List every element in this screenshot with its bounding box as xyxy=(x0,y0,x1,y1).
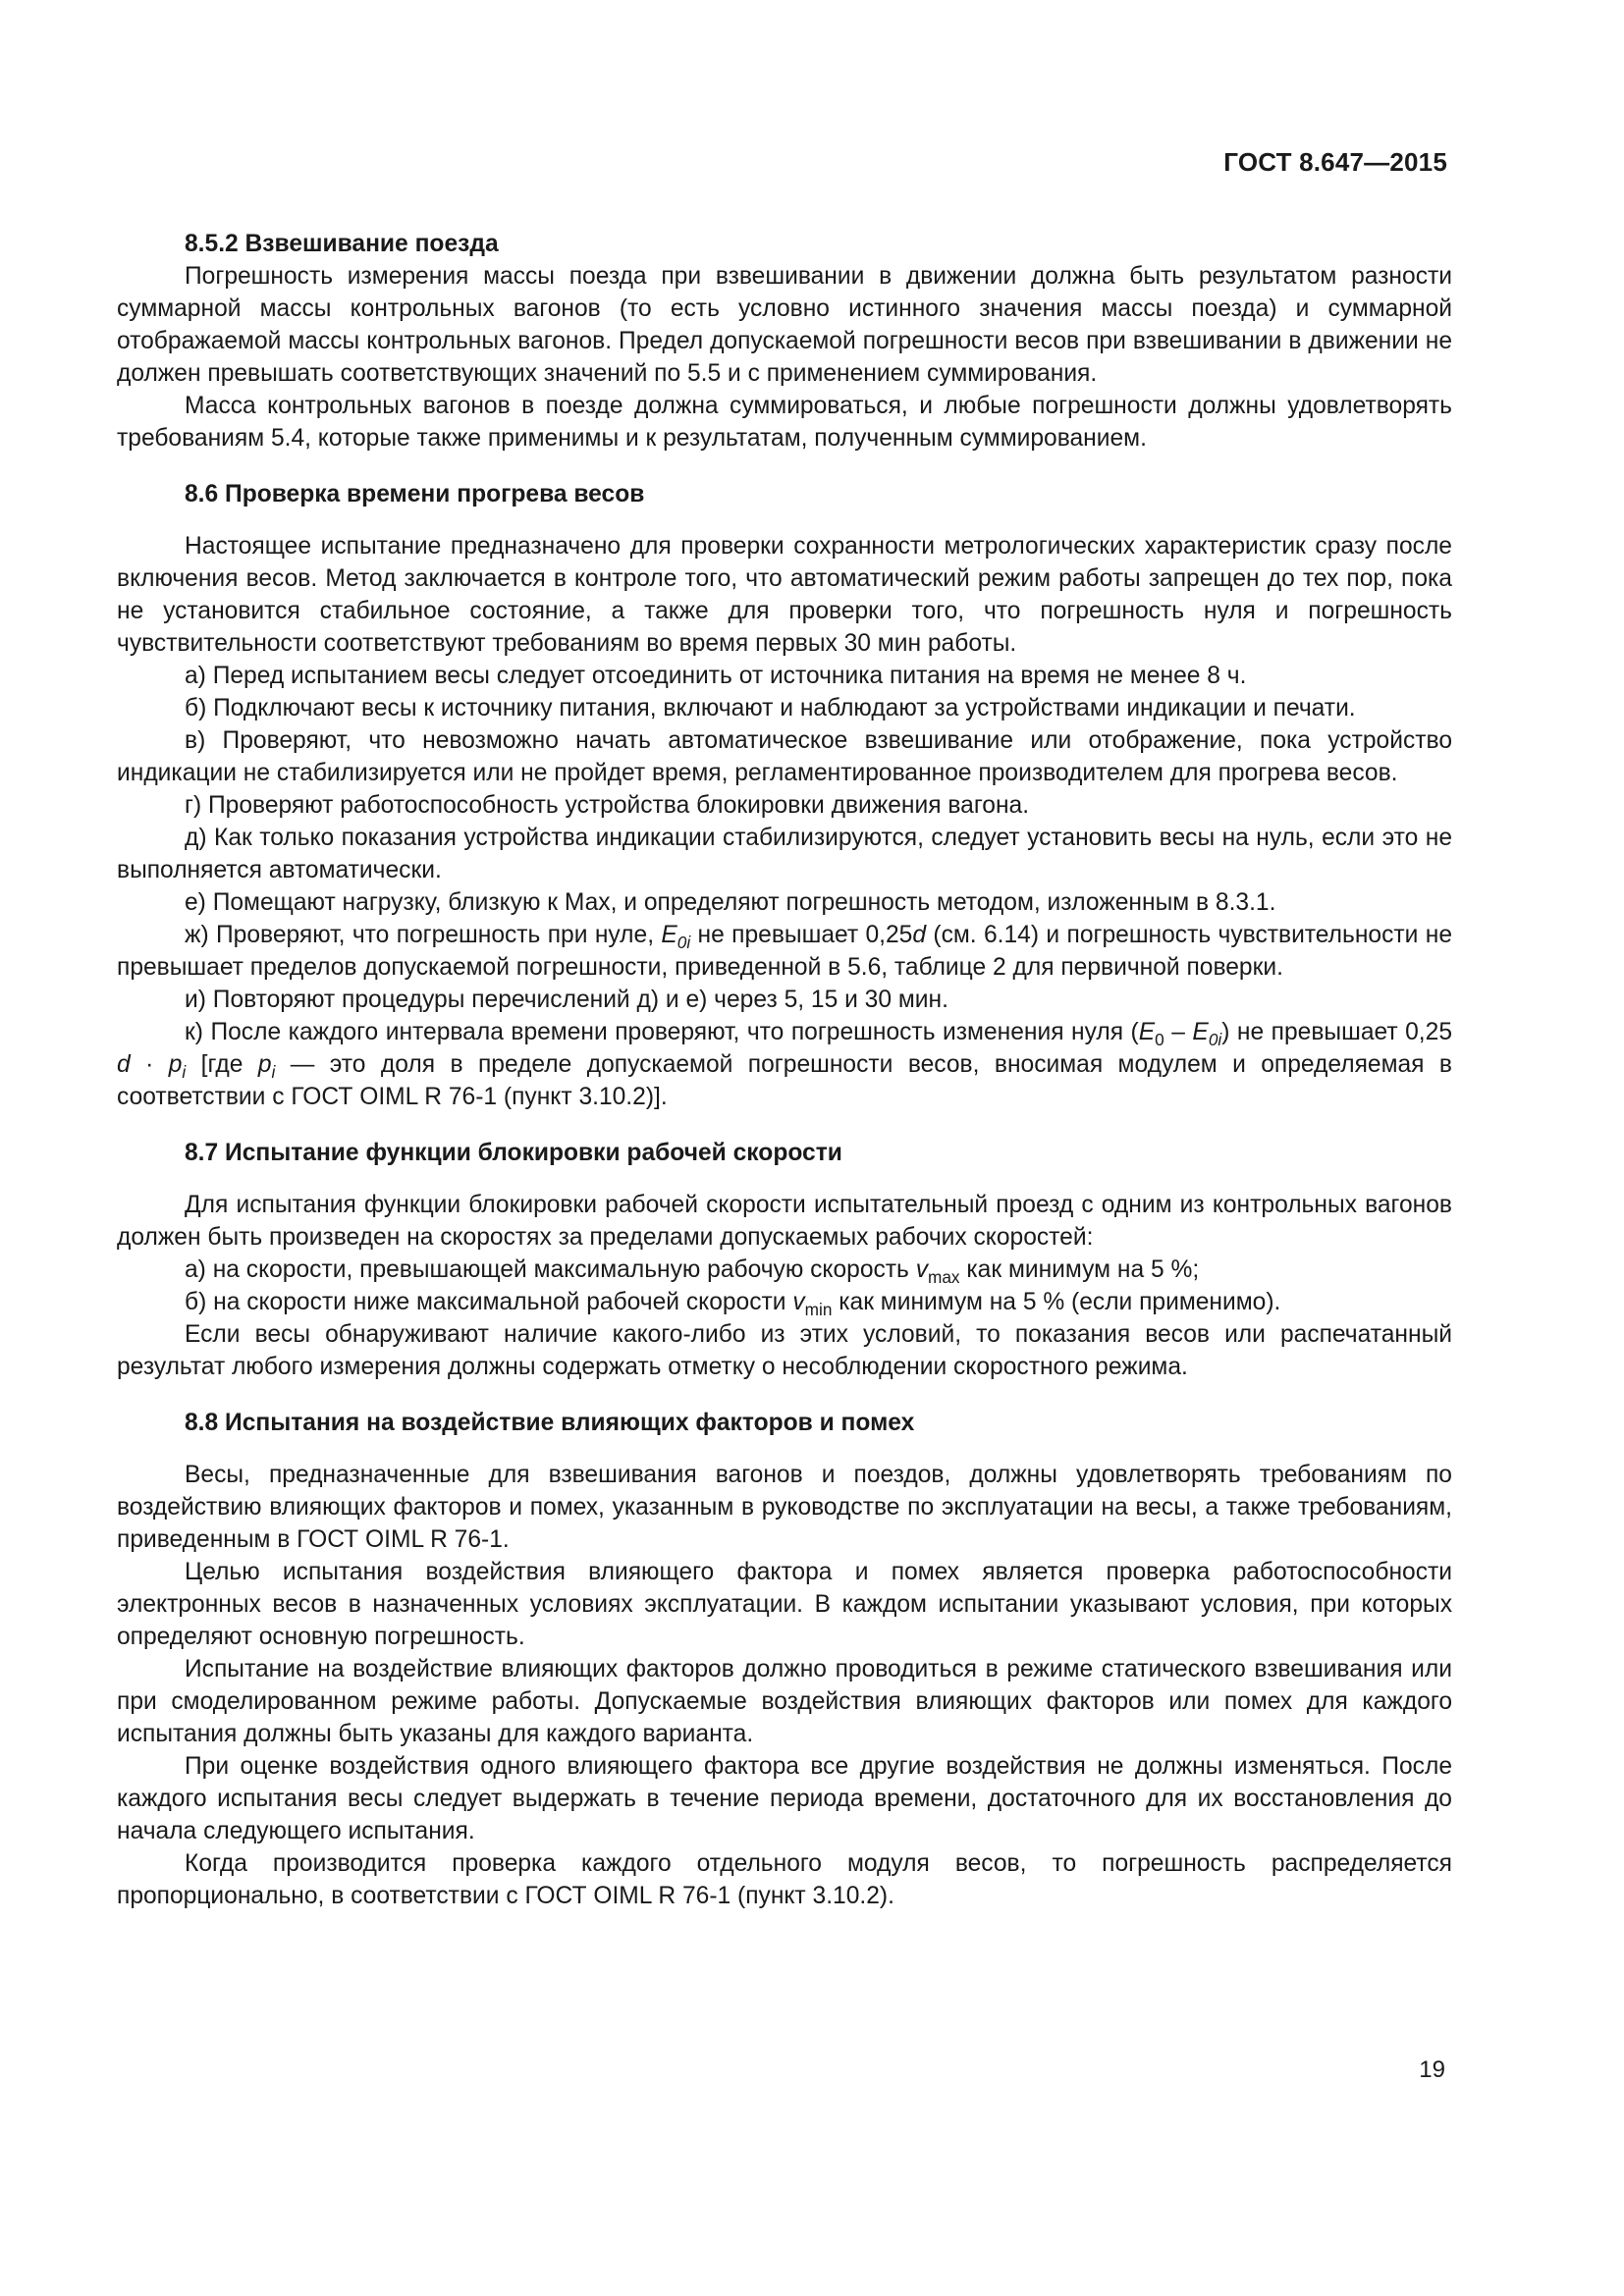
subscript-i: i xyxy=(182,1062,187,1082)
section-heading-8-7: 8.7 Испытание функции блокировки рабочей скорости xyxy=(185,1140,842,1166)
text-fragment: [где xyxy=(186,1051,258,1078)
subscript-0: 0 xyxy=(1155,1030,1164,1049)
list-item-e: е) Помещают нагрузку, близкую к Мах, и определяют погрешность методом, изложенным в 8.3.1. xyxy=(185,889,1276,916)
minus-sign: – xyxy=(1164,1019,1193,1045)
variable-p: p xyxy=(257,1051,272,1078)
text-fragment: как минимум на 5 % (если применимо). xyxy=(832,1289,1281,1315)
section-heading-8-8: 8.8 Испытания на воздействие влияющих факторов и помех xyxy=(185,1410,915,1436)
list-item-a: а) Перед испытанием весы следует отсоединить от источника питания на время не менее 8 ч. xyxy=(185,663,1247,689)
variable-d: d xyxy=(912,922,927,948)
variable-v: v xyxy=(792,1289,805,1315)
paragraph: Настоящее испытание предназначено для проверки сохранности метрологических характеристик сразу после включения весов. Метод заключается в контроле того, что автоматический режим работы запрещен до тех пор, пока не установится стабильное состояние, а также для проверки того, что погрешность нуля и погрешность чувствительности соответствуют требованиям во время первых 30 мин работы. xyxy=(117,533,1452,657)
page-content xyxy=(117,228,1452,1912)
variable-e: E xyxy=(1192,1019,1209,1045)
paragraph: Для испытания функции блокировки рабочей скорости испытательный проезд с одним из контрольных вагонов должен быть произведен на скоростях за пределами допускаемых рабочих скоростей: xyxy=(117,1192,1452,1251)
text-fragment: (см. 6.14) и погрешность чувствительности не превышает пределов допускаемой погрешности, приведенной в 5.6, таблице 2 для первичной поверки. xyxy=(117,922,1452,981)
page-number: 19 xyxy=(1419,2056,1445,2083)
text-fragment: б) на скорости ниже максимальной рабочей скорости xyxy=(185,1289,793,1315)
text-fragment: ) не превышает 0,25 xyxy=(1221,1019,1452,1045)
text-fragment: — это доля в пределе допускаемой погрешности весов, вносимая модулем и определяемая в соответствии с ГОСТ OIML R 76-1 (пункт 3.10.2)]. xyxy=(117,1051,1452,1110)
list-item-g: г) Проверяют работоспособность устройства блокировки движения вагона. xyxy=(185,792,1030,819)
list-item-d: д) Как только показания устройства индикации стабилизируются, следует установить весы на нуль, если это не выполняется автоматически. xyxy=(117,825,1452,883)
text-fragment: а) на скорости, превышающей максимальную рабочую скорость xyxy=(185,1256,916,1283)
list-item-v: в) Проверяют, что невозможно начать автоматическое взвешивание или отображение, пока устройство индикации не стабилизируется или не пройдет время, регламентированное производителем для прогрева весов. xyxy=(117,727,1452,786)
text-fragment: ж) Проверяют, что погрешность при нуле, xyxy=(185,922,662,948)
subscript-i: i xyxy=(271,1062,276,1082)
paragraph: Целью испытания воздействия влияющего фактора и помех является проверка работоспособности электронных весов в назначенных условиях эксплуатации. В каждом испытании указывают условия, при которых определяют основную погрешность. xyxy=(117,1559,1452,1650)
list-item-b xyxy=(117,1286,1452,1318)
variable-d: d xyxy=(117,1051,131,1078)
section-heading-8-6: 8.6 Проверка времени прогрева весов xyxy=(185,481,645,507)
list-item-i: и) Повторяют процедуры перечислений д) и е) через 5, 15 и 30 мин. xyxy=(185,987,948,1013)
text-fragment: к) После каждого интервала времени проверяют, что погрешность изменения нуля ( xyxy=(185,1019,1139,1045)
text-fragment: не превышает 0,25 xyxy=(690,922,913,948)
variable-p: p xyxy=(168,1051,183,1078)
list-item-k xyxy=(117,1016,1452,1113)
subscript-0i: 0i xyxy=(1208,1030,1222,1049)
variable-e: E xyxy=(1138,1019,1156,1045)
section-heading-8-5-2: 8.5.2 Взвешивание поезда xyxy=(185,231,499,257)
text-fragment: как минимум на 5 %; xyxy=(959,1256,1200,1283)
paragraph: Если весы обнаруживают наличие какого-либо из этих условий, то показания весов или распечатанный результат любого измерения должны содержать отметку о несоблюдении скоростного режима. xyxy=(117,1321,1452,1380)
variable-v: v xyxy=(915,1256,929,1283)
subscript-max: max xyxy=(928,1267,960,1287)
paragraph: При оценке воздействия одного влияющего фактора все другие воздействия не должны изменяться. После каждого испытания весы следует выдержать в течение периода времени, достаточного для их восстановления до начала следующего испытания. xyxy=(117,1753,1452,1844)
document-id: ГОСТ 8.647—2015 xyxy=(1223,147,1447,177)
paragraph: Погрешность измерения массы поезда при взвешивании в движении должна быть результатом разности суммарной массы контрольных вагонов (то есть условно истинного значения массы поезда) и суммарной отображаемой массы контрольных вагонов. Предел допускаемой погрешности весов при взвешивании в движении не должен превышать соответствующих значений по 5.5 и с применением суммирования. xyxy=(117,263,1452,387)
variable-e: E xyxy=(661,922,677,948)
list-item-b: б) Подключают весы к источнику питания, включают и наблюдают за устройствами индикации и печати. xyxy=(185,695,1356,721)
list-item-zh xyxy=(117,919,1452,984)
paragraph: Весы, предназначенные для взвешивания вагонов и поездов, должны удовлетворять требованиям по воздействию влияющих факторов и помех, указанным в руководстве по эксплуатации на весы, а также требованиям, приведенным в ГОСТ OIML R 76-1. xyxy=(117,1462,1452,1553)
list-item-a xyxy=(117,1254,1452,1286)
multiply-dot: · xyxy=(130,1051,169,1078)
subscript-0i: 0i xyxy=(677,933,691,952)
paragraph: Масса контрольных вагонов в поезде должна суммироваться, и любые погрешности должны удовлетворять требованиям 5.4, которые также применимы и к результатам, полученным суммированием. xyxy=(117,393,1452,452)
paragraph: Когда производится проверка каждого отдельного модуля весов, то погрешность распределяется пропорционально, в соответствии с ГОСТ OIML R 76-1 (пункт 3.10.2). xyxy=(117,1850,1452,1909)
paragraph: Испытание на воздействие влияющих факторов должно проводиться в режиме статического взвешивания или при смоделированном режиме работы. Допускаемые воздействия влияющих факторов или помех для каждого испытания должны быть указаны для каждого варианта. xyxy=(117,1656,1452,1747)
subscript-min: min xyxy=(804,1300,833,1319)
